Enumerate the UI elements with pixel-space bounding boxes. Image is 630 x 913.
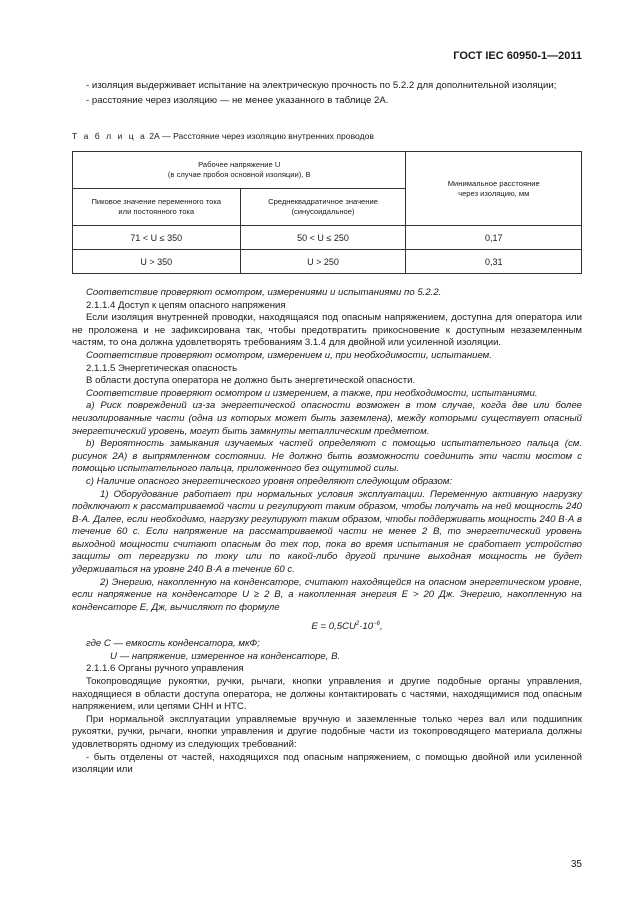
paragraph: b) Вероятность замыкания изучаемых частей определяют с помощью испытательного пальца (см. рисунок 2А) в выпрямленном состоянии. Не должно быть возможности соединить эти части мостом с помощью испытательного пальца, приложенного без ощутимой силы. <box>72 438 582 475</box>
table-cell: U > 350 <box>73 250 241 274</box>
section-heading: 2.1.1.6 Органы ручного управления <box>86 663 244 675</box>
intro-line-1: - изоляция выдерживает испытание на электрическую прочность по 5.2.2 для дополнительной изоляции; <box>86 80 557 91</box>
table-cell: U > 250 <box>240 250 406 274</box>
paragraph: a) Риск повреждений из-за энергетической опасности возможен в том случае, когда две или более неизолированные части (одна из которых может быть заземлена), между которыми существует опасный энергетический уровень, могут быть замкнуты металлическим предметом. <box>72 400 582 437</box>
table-cell: 0,31 <box>406 250 582 274</box>
table-cell: 0,17 <box>406 226 582 250</box>
main-text <box>72 287 582 777</box>
paragraph: Соответствие проверяют осмотром, измерением и, при необходимости, испытанием. <box>86 349 492 361</box>
formula-where-2: U — напряжение, измеренное на конденсаторе, В. <box>110 650 341 662</box>
paragraph: Токопроводящие рукоятки, ручки, рычаги, кнопки управления и другие подобные органы управления, находящиеся в области доступа оператора, не должны контактировать с частями, находящимися под опасным напряжением, или цепями СНН и НТС. <box>72 676 582 713</box>
paragraph: Соответствие проверяют осмотром и измерением, а также, при необходимости, испытаниями. <box>86 387 538 399</box>
table-cell: 50 < U ≤ 250 <box>240 226 406 250</box>
table-head-peak: Пиковое значение переменного тока или постоянного тока <box>73 189 241 226</box>
paragraph: 2) Энергию, накопленную на конденсаторе, считают находящейся на опасном энергетическом уровне, если напряжение на конденсаторе U ≥ 2 В, а накопленная энергия E > 20 Дж. Энергию, накопленную на конденсаторе E, Дж, вычисляют по формуле <box>72 576 582 613</box>
paragraph: Соответствие проверяют осмотром, измерениями и испытаниями по 5.2.2. <box>86 287 442 298</box>
energy-formula: $E = 0,5CU^2\cdot 10^{-6}$, <box>311 621 383 633</box>
distance-table <box>72 151 582 274</box>
paragraph: - быть отделены от частей, находящихся под опасным напряжением, с помощью двойной или усиленной изоляции или <box>72 751 582 776</box>
table-head-distance: Минимальное расстояние через изоляцию, мм <box>406 152 582 226</box>
table-cell: 71 < U ≤ 350 <box>73 226 241 250</box>
table-row <box>73 226 582 250</box>
standard-header: ГОСТ IEC 60950-1—2011 <box>453 50 582 62</box>
table-caption-text: 2А — Расстояние через изоляцию внутренних проводов <box>149 131 374 141</box>
paragraph: Если изоляция внутренней проводки, находящаяся под опасным напряжением, доступна для оператора или не проложена и не зафиксирована так, чтобы предотвратить прикосновение к доступным незаземленным частям, то она должна удовлетворять требованиям 3.1.4 для двойной или усиленной изоляции. <box>72 312 582 349</box>
paragraph: При нормальной эксплуатации управляемые вручную и заземленные только через вал или подшипник рукоятки, ручки, рычаги, кнопки управления и другие подобные части из токопроводящего материала должны удовлетворять одному из следующих требований: <box>72 713 582 750</box>
section-heading: 2.1.1.4 Доступ к цепям опасного напряжения <box>86 299 286 311</box>
table-caption <box>72 131 374 141</box>
table-head-voltage: Рабочее напряжение U (в случае пробоя основной изоляции), В <box>73 152 406 189</box>
intro-block <box>72 80 582 107</box>
section-heading: 2.1.1.5 Энергетическая опасность <box>86 362 238 374</box>
intro-line-2: - расстояние через изоляцию — не менее указанного в таблице 2А. <box>86 94 389 106</box>
table-caption-prefix: Т а б л и ц а <box>72 131 147 141</box>
page-number: 35 <box>570 859 582 870</box>
paragraph: c) Наличие опасного энергетического уровня определяют следующим образом: <box>86 475 453 487</box>
table-row <box>73 250 582 274</box>
paragraph: В области доступа оператора не должно быть энергетической опасности. <box>86 375 416 387</box>
paragraph: 1) Оборудование работает при нормальных условия эксплуатации. Переменную активную нагрузку подключают к рассматриваемой части и регулируют таким образом, чтобы получать на ней мощность 240 В·А. Далее, если необходимо, нагрузку регулируют таким образом, чтобы поддерживать мощность 240 В·А в течение 60 с. Если напряжение на рассматриваемой части не менее 2 В, то энергетический уровень выходной мощности считают опасным до тех пор, пока во время испытания не сработает устройство защиты от перегрузки по току или по какой-либо другой причине выходная мощность не будет удерживаться на уровне 240 В·А в течение 60 с. <box>72 488 582 576</box>
formula-where-1: где C — емкость конденсатора, мкФ; <box>86 638 260 650</box>
table-head-rms: Среднеквадратичное значение (синусоидальное) <box>240 189 406 226</box>
